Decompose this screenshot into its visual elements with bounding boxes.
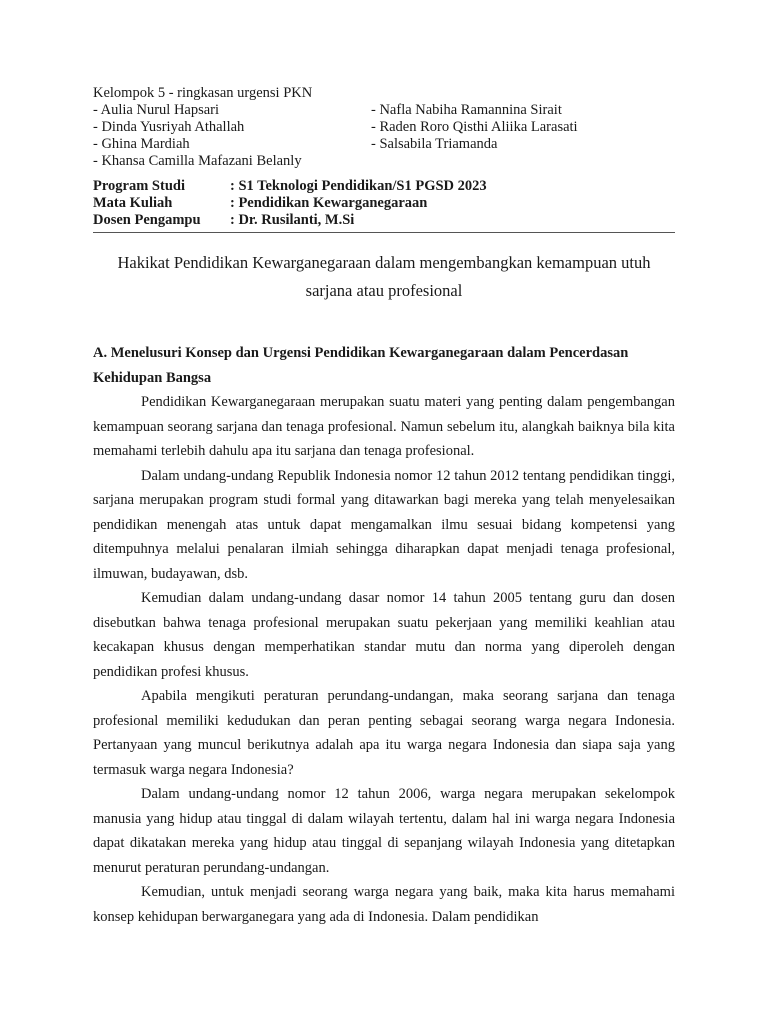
member-name: - Nafla Nabiha Ramannina Sirait	[371, 102, 562, 118]
document-page	[93, 84, 675, 929]
member-name: - Salsabila Triamanda	[371, 136, 498, 152]
member-name: - Aulia Nurul Hapsari	[93, 102, 220, 118]
course-info	[93, 178, 675, 229]
course-info-key: Program Studi	[93, 178, 185, 194]
course-info-key: Dosen Pengampu	[93, 212, 201, 228]
body-paragraph: Kemudian dalam undang-undang dasar nomor 14 tahun 2005 tentang guru dan dosen disebutkan bahwa tenaga profesional merupakan suatu pekerjaan yang memiliki keahlian atau kecakapan khusus dengan memperhatikan standar mutu dan norma yang diperoleh dengan pendidikan profesi khusus.	[93, 590, 675, 680]
body-paragraph: Kemudian, untuk menjadi seorang warga negara yang baik, maka kita harus memahami konsep kehidupan berwarganegara yang ada di Indonesia. Dalam pendidikan	[93, 884, 675, 925]
member-name: - Dinda Yusriyah Athallah	[93, 119, 245, 135]
section-heading: A. Menelusuri Konsep dan Urgensi Pendidikan Kewarganegaraan dalam Pencerdasan Kehidupan Bangsa	[93, 345, 629, 386]
course-info-key: Mata Kuliah	[93, 195, 173, 211]
course-info-value: : S1 Teknologi Pendidikan/S1 PGSD 2023	[230, 178, 487, 194]
member-column-right	[371, 102, 675, 170]
course-info-row	[93, 195, 675, 212]
body-paragraph: Dalam undang-undang nomor 12 tahun 2006, warga negara merupakan sekelompok manusia yang hidup atau tinggal di dalam wilayah tertentu, dalam hal ini warga negara Indonesia dapat dikatakan mereka yang hidup atau tinggal di sepanjang wilayah Indonesia yang ditetapkan menurut peraturan perundang-undangan.	[93, 786, 675, 876]
divider	[93, 232, 675, 233]
body-paragraph: Apabila mengikuti peraturan perundang-undangan, maka seorang sarjana dan tenaga profesional memiliki kedudukan dan peran penting sebagai seorang warga negara Indonesia. Pertanyaan yang muncul berikutnya adalah apa itu warga negara Indonesia dan siapa saja yang termasuk warga negara Indonesia?	[93, 688, 675, 778]
member-column-left	[93, 102, 371, 170]
member-name: - Khansa Camilla Mafazani Belanly	[93, 153, 302, 169]
member-name: - Raden Roro Qisthi Aliika Larasati	[371, 119, 578, 135]
course-info-row	[93, 212, 675, 229]
course-info-value: : Dr. Rusilanti, M.Si	[230, 212, 355, 228]
member-list	[93, 102, 675, 170]
member-name: - Ghina Mardiah	[93, 136, 190, 152]
body-paragraph: Dalam undang-undang Republik Indonesia nomor 12 tahun 2012 tentang pendidikan tinggi, sarjana merupakan program studi formal yang ditawarkan bagi mereka yang telah menyelesaikan pendidikan menengah atas untuk dapat mengamalkan ilmu sesuai bidang kompetensi yang ditempuhnya melalui penalaran ilmiah sehingga diharapkan dapat menjadi tenaga profesional, ilmuwan, budayawan, dsb.	[93, 467, 675, 582]
group-line: Kelompok 5 - ringkasan urgensi PKN	[93, 85, 313, 101]
document-title: Hakikat Pendidikan Kewarganegaraan dalam mengembangkan kemampuan utuh sarjana atau profesional	[117, 253, 651, 300]
course-info-row	[93, 178, 675, 195]
course-info-value: : Pendidikan Kewarganegaraan	[230, 195, 428, 211]
body-paragraph: Pendidikan Kewarganegaraan merupakan suatu materi yang penting dalam pengembangan kemampuan seorang sarjana dan tenaga profesional. Namun sebelum itu, alangkah baiknya bila kita memahami terlebih dahulu apa itu sarjana dan tenaga profesional.	[93, 394, 675, 459]
